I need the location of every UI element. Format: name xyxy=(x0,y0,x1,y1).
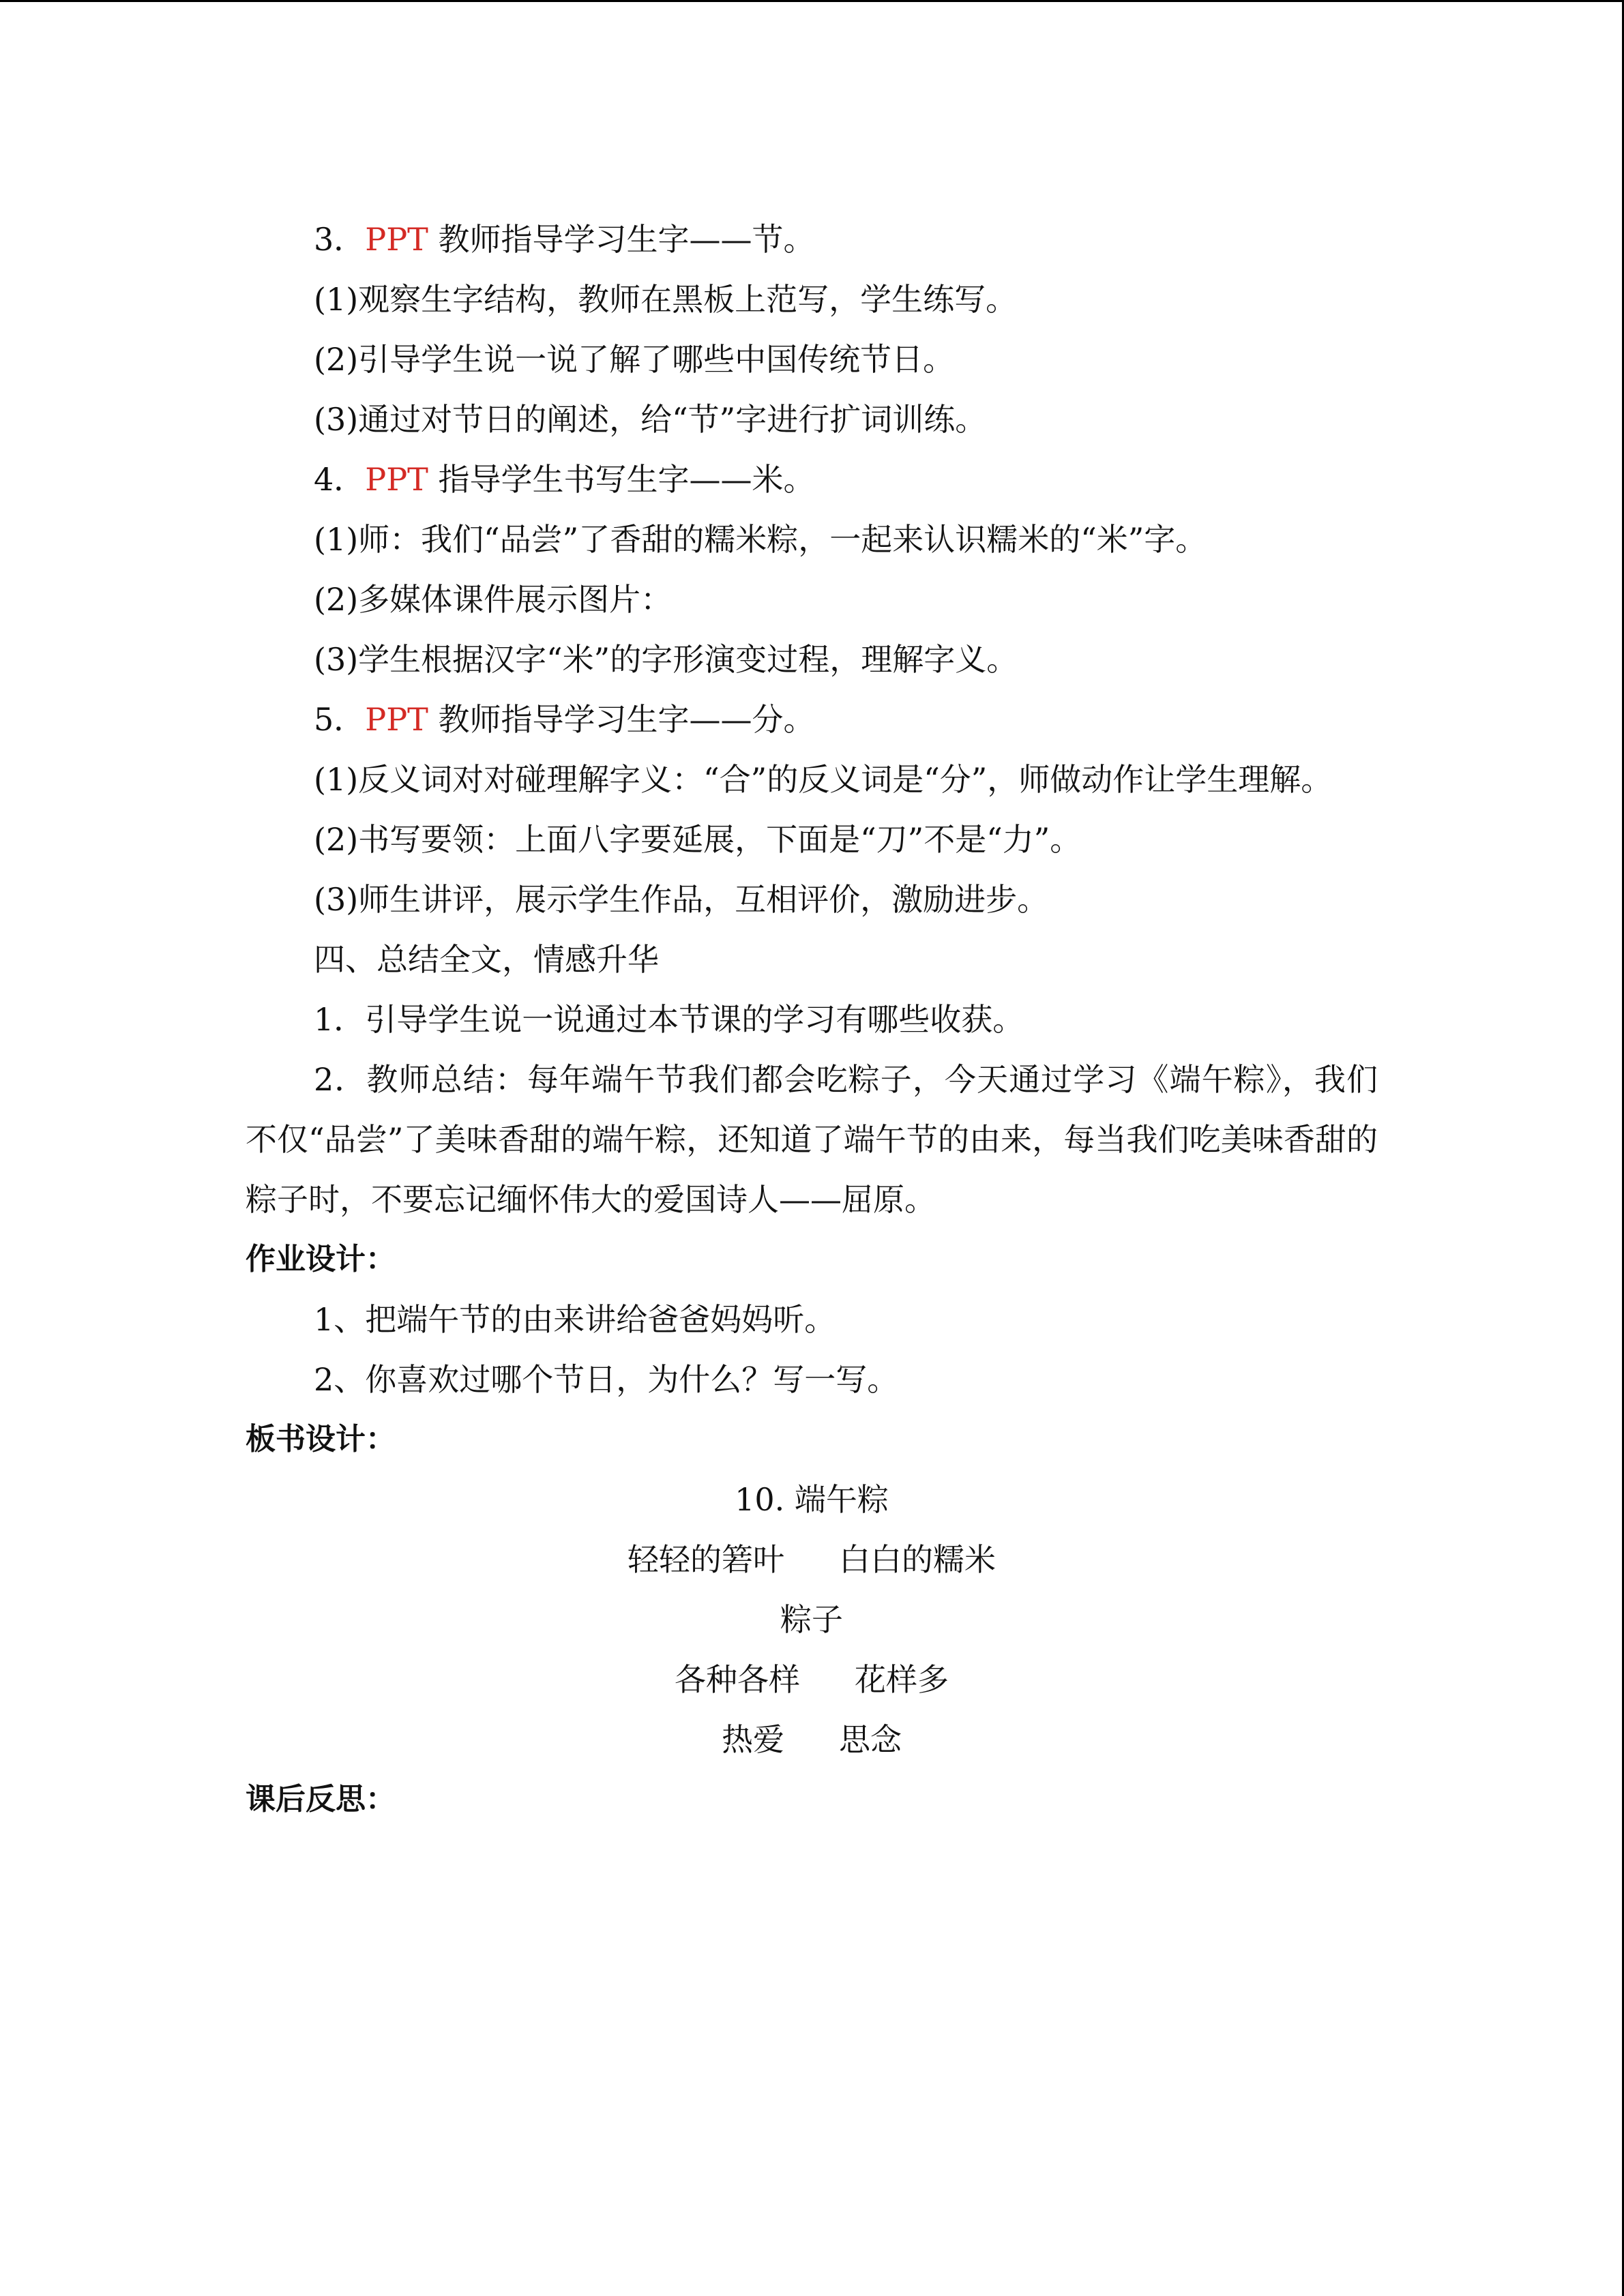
section-four-title: 四、总结全文，情感升华 xyxy=(314,941,659,978)
step-4-sub-3: (3)学生根据汉字“米”的字形演变过程，理解字义。 xyxy=(314,641,1018,678)
board-row-4 xyxy=(246,1710,1378,1770)
step-4-number: 4． xyxy=(314,461,366,498)
reflection-heading: 课后反思： xyxy=(246,1782,396,1817)
ppt-label: PPT xyxy=(365,701,428,738)
board-design-heading: 板书设计： xyxy=(246,1422,396,1457)
board-row-3 xyxy=(246,1650,1378,1710)
step-3-sub-1: (1)观察生字结构，教师在黑板上范写，学生练写。 xyxy=(314,281,1018,318)
board-row-1-right: 白白的糯米 xyxy=(839,1541,996,1578)
step-3-number: 3． xyxy=(314,221,366,258)
board-row-2: 粽子 xyxy=(780,1601,843,1638)
ppt-label: PPT xyxy=(365,221,428,258)
step-3-line xyxy=(246,209,1378,269)
board-row-1 xyxy=(246,1530,1378,1590)
board-row-4-right: 思念 xyxy=(839,1721,902,1758)
homework-item-1: 1、把端午节的由来讲给爸爸妈妈听。 xyxy=(314,1301,836,1338)
board-row-3-right: 花样多 xyxy=(855,1661,949,1698)
homework-heading: 作业设计： xyxy=(246,1242,396,1277)
board-title: 10. 端午粽 xyxy=(735,1481,889,1518)
step-3-text: 教师指导学习生字——节。 xyxy=(428,221,815,258)
ppt-label: PPT xyxy=(365,461,428,498)
step-5-sub-2: (2)书写要领：上面八字要延展，下面是“刀”不是“力”。 xyxy=(314,821,1082,858)
summary-item-1: 1．引导学生说一说通过本节课的学习有哪些收获。 xyxy=(314,1001,1024,1038)
step-4-line xyxy=(246,449,1378,509)
step-3-sub-2: (2)引导学生说一说了解了哪些中国传统节日。 xyxy=(314,341,955,378)
board-row-1-left: 轻轻的箬叶 xyxy=(628,1541,784,1578)
board-row-3-left: 各种各样 xyxy=(675,1661,800,1698)
summary-item-2: 2．教师总结：每年端午节我们都会吃粽子，今天通过学习《端午粽》，我们不仅“品尝”了美味香甜的端午粽，还知道了端午节的由来，每当我们吃美味香甜的粽子时，不要忘记缅怀伟大的爱国诗人——屈原。 xyxy=(246,1061,1378,1218)
step-4-sub-2: (2)多媒体课件展示图片： xyxy=(314,581,673,618)
step-3-sub-3: (3)通过对节日的阐述，给“节”字进行扩词训练。 xyxy=(314,401,987,438)
homework-item-2: 2、你喜欢过哪个节日，为什么？写一写。 xyxy=(314,1361,899,1398)
step-5-sub-3: (3)师生讲评，展示学生作品，互相评价，激励进步。 xyxy=(314,881,1049,918)
step-5-number: 5． xyxy=(314,701,366,738)
document-body xyxy=(246,209,1378,1830)
step-5-text: 教师指导学习生字——分。 xyxy=(428,701,815,738)
step-5-sub-1: (1)反义词对对碰理解字义：“合”的反义词是“分”，师做动作让学生理解。 xyxy=(314,761,1333,798)
step-5-line xyxy=(246,689,1378,749)
step-4-text: 指导学生书写生字——米。 xyxy=(428,461,815,498)
board-row-4-left: 热爱 xyxy=(722,1721,784,1758)
step-4-sub-1: (1)师：我们“品尝”了香甜的糯米粽，一起来认识糯米的“米”字。 xyxy=(314,521,1207,558)
